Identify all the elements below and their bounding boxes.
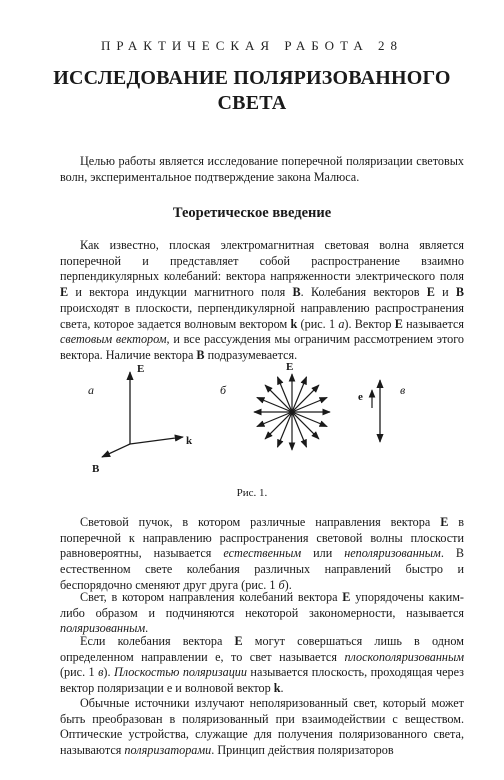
p1-text-1: Как известно, плоская электромагнитная световая волна является поперечной и представляет собой распространение взаимно перпендикулярных колебаний: вектора напряженности электрического поля xyxy=(60,238,464,284)
p4-text-5: называется плоскость, проходящая через вектор поляризации e и волновой вектор xyxy=(60,665,464,696)
p2-text-4: . В естественном свете колебания различных направлений быстро и беспорядочно сменяют друг друга (рис. 1 xyxy=(60,546,464,592)
section-heading: Теоретическое введение xyxy=(172,205,332,221)
p1-term-light-vector: световым вектором xyxy=(60,332,167,347)
fig-a-vector-e: E xyxy=(137,363,145,375)
p4-fig-ref-v: в xyxy=(98,665,104,680)
p4-term-plane-polarized: плоскополяризованным xyxy=(344,649,464,664)
fig-v-label: в xyxy=(400,383,406,397)
fig-a-vector-k: k xyxy=(186,435,193,447)
title-line-2: СВЕТА xyxy=(217,92,287,114)
p2-fig-ref-b: б xyxy=(278,577,285,592)
figure-a-axes xyxy=(88,363,193,475)
p5-term-polarizers: поляризаторами xyxy=(124,743,212,758)
p1-text-2: и вектора индукции магнитного поля xyxy=(68,285,293,300)
p1-text-6: (рис. 1 xyxy=(297,316,339,331)
paragraph-5 xyxy=(60,696,464,759)
p1-text-5: происходят в плоскости, перпендикулярной направлению распространения света, которое задается волновым вектором xyxy=(60,300,464,331)
p4-text-4: ). xyxy=(103,665,114,680)
p1-vector-b-3: B xyxy=(196,347,205,362)
p2-term-unpolarized: неполяризованным xyxy=(344,546,441,561)
p4-term-polarization-plane: Плоскостью поляризации xyxy=(113,665,247,680)
paragraph-4 xyxy=(60,634,464,697)
p3-term-polarized: поляризованным xyxy=(60,621,146,636)
fig-b-vector-e: E xyxy=(286,361,294,373)
intro-text: Целью работы является исследование поперечной поляризации световых волн, экспериментальное подтверждение закона Малюса. xyxy=(60,154,464,184)
p2-vector-e: E xyxy=(440,515,449,529)
axis-k-arrow xyxy=(130,437,183,444)
p1-text-10: подразумевается. xyxy=(204,347,298,362)
p1-vector-e-3: E xyxy=(394,316,403,331)
figure-b-star xyxy=(254,374,330,450)
p3-vector-e: E xyxy=(342,590,351,604)
figure-1 xyxy=(60,352,444,482)
p2-text-1: Световой пучок, в котором различные направления вектора xyxy=(80,515,441,529)
fig-v-vector-e: e xyxy=(358,391,363,403)
p4-text-3: (рис. 1 xyxy=(60,665,99,680)
p1-vector-k: k xyxy=(290,316,298,331)
p4-vector-e: E xyxy=(234,634,243,648)
p1-vector-e: E xyxy=(60,285,69,300)
paragraph-3 xyxy=(60,590,464,637)
figure-caption: Рис. 1. xyxy=(236,487,268,499)
p4-text-2: могут совершаться лишь в одном определенном направлении e, то свет называется xyxy=(60,634,464,664)
fig-a-label: а xyxy=(88,383,94,397)
intro-paragraph xyxy=(60,154,464,185)
title-line-1: ИССЛЕДОВАНИЕ ПОЛЯРИЗОВАННОГО xyxy=(53,67,451,89)
fig-b-label: б xyxy=(220,383,227,397)
p1-text-3: . Колебания векторов xyxy=(300,285,427,300)
p4-vector-k: k xyxy=(273,681,281,696)
p1-vector-b: B xyxy=(292,285,301,300)
p1-vector-e-2: E xyxy=(426,285,435,300)
p5-text-1: Обычные источники излучают неполяризованный свет, который может быть преобразован в поляризованный при взаимодействии с веществом. Оптические устройства, служащие для получения поляризованного света, называются xyxy=(60,696,464,758)
running-head: ПРАКТИЧЕСКАЯ РАБОТА 28 xyxy=(100,38,404,53)
axis-b-arrow xyxy=(102,444,130,457)
p1-text-8: называется xyxy=(402,316,464,331)
p1-text-9: , и все рассуждения мы ограничим рассмотрением этого вектора. Наличие вектора xyxy=(60,332,464,362)
p3-text-3: . xyxy=(145,621,149,636)
p4-text-6: . xyxy=(280,681,284,696)
p2-text-2: в поперечной к направлению распространения световой волны плоскости равновероятны, называется xyxy=(60,515,464,561)
p2-text-3: или xyxy=(301,546,345,561)
p5-text-2: . Принцип действия поляризаторов xyxy=(211,743,394,758)
p3-text-1: Свет, в котором направления колебаний вектора xyxy=(80,590,343,604)
figure-v-polarized xyxy=(358,380,405,442)
p1-fig-ref-a: а xyxy=(338,316,345,331)
p3-text-2: упорядочены каким-либо образом и подчиняются некоторой закономерности, называется xyxy=(60,590,464,620)
p2-term-natural: естественным xyxy=(223,546,302,561)
paragraph-2 xyxy=(60,515,464,594)
p2-text-5: ). xyxy=(284,577,292,592)
fig-a-vector-b: B xyxy=(92,463,100,475)
paragraph-1 xyxy=(60,238,464,364)
p1-vector-b-2: B xyxy=(455,285,465,300)
p1-text-4: и xyxy=(434,285,456,300)
p1-text-7: ). Вектор xyxy=(344,316,395,331)
p4-text-1: Если колебания вектора xyxy=(80,634,235,648)
page-title xyxy=(40,66,464,116)
